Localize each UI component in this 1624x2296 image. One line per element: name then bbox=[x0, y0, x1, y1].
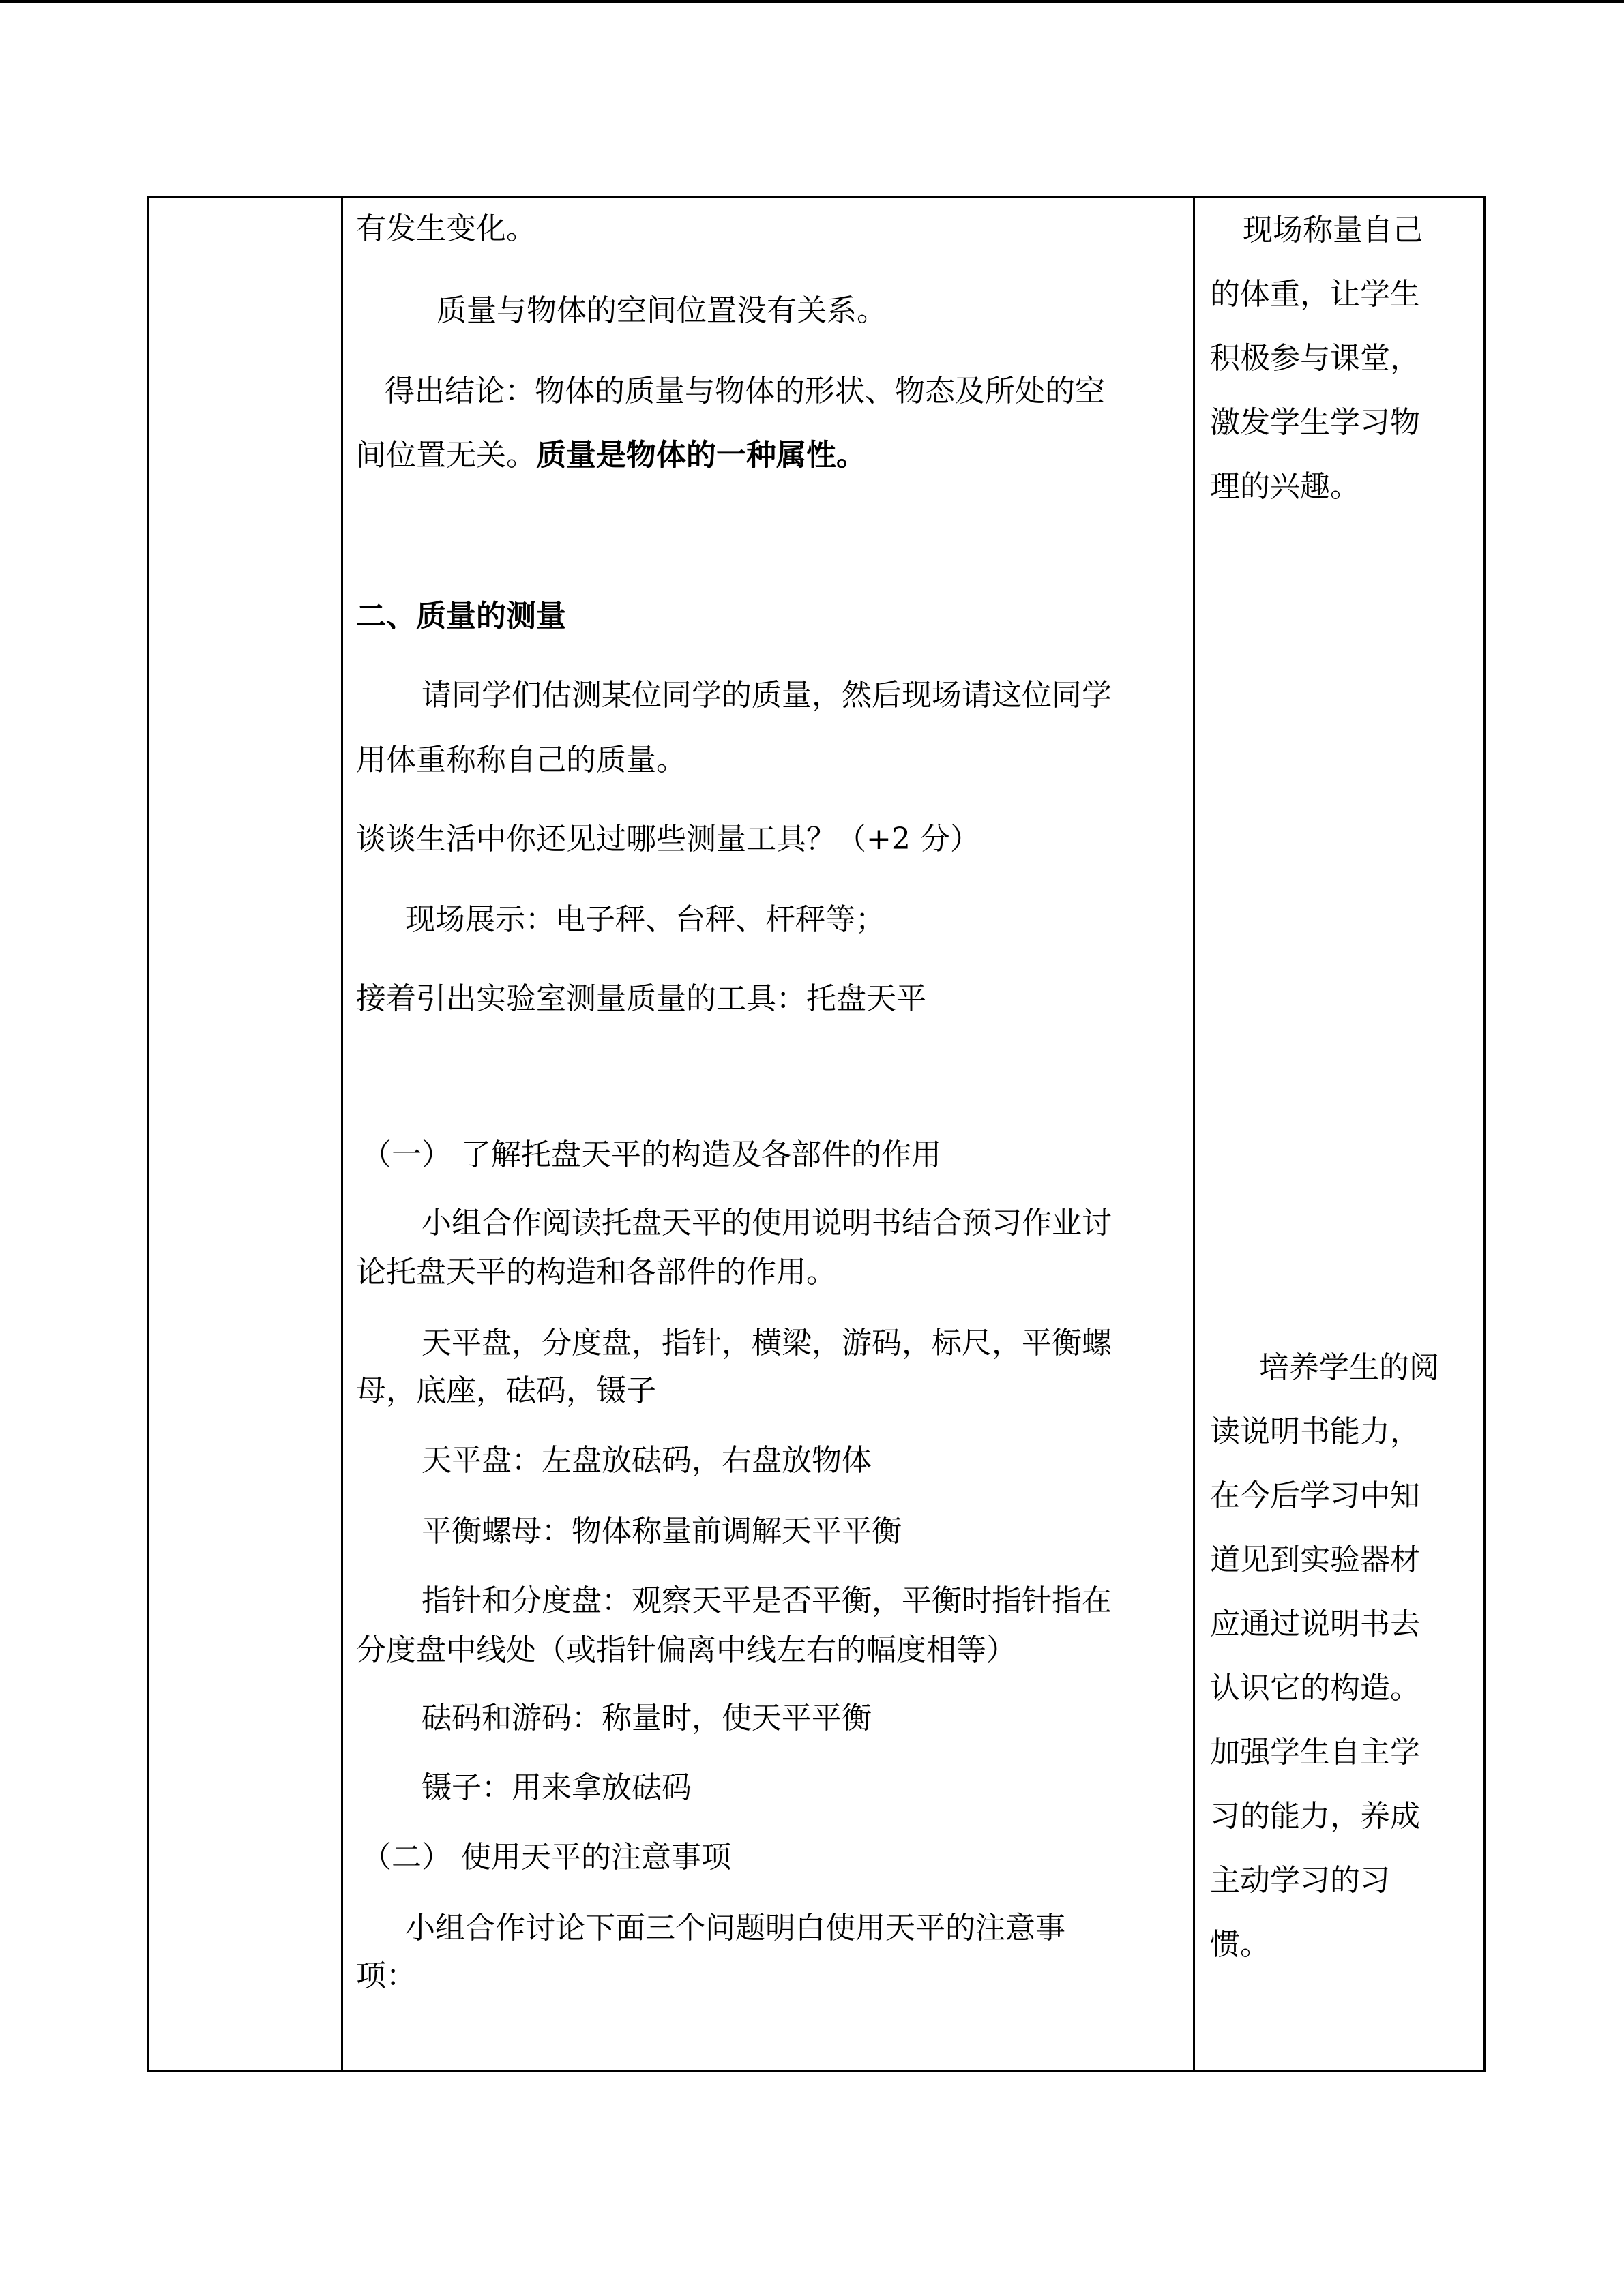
note-line: 应通过说明书去 bbox=[1210, 1607, 1420, 1641]
note-line: 培养学生的阅 bbox=[1259, 1350, 1439, 1385]
top-border bbox=[0, 0, 1624, 3]
main-text-line: 论托盘天平的构造和各部件的作用。 bbox=[356, 1255, 836, 1289]
main-text-line: 小组合作讨论下面三个问题明白使用天平的注意事 bbox=[405, 1911, 1065, 1945]
note-line: 加强学生自主学 bbox=[1210, 1735, 1420, 1770]
subsection-heading: （二） 使用天平的注意事项 bbox=[361, 1840, 731, 1875]
main-text-line: 母，底座，砝码，镊子 bbox=[356, 1373, 656, 1408]
main-text-line: 现场展示：电子秤、台秤、杆秤等； bbox=[405, 902, 885, 937]
section-heading: 二、质量的测量 bbox=[356, 599, 566, 633]
note-line: 在今后学习中知 bbox=[1210, 1478, 1420, 1513]
note-line: 习的能力，养成 bbox=[1210, 1799, 1420, 1834]
main-text-line: 用体重称称自己的质量。 bbox=[356, 743, 686, 777]
note-line: 理的兴趣。 bbox=[1210, 469, 1360, 504]
note-line: 认识它的构造。 bbox=[1210, 1671, 1420, 1705]
note-line: 激发学生学习物 bbox=[1210, 405, 1420, 440]
main-text-line: 指针和分度盘：观察天平是否平衡，平衡时指针指在 bbox=[422, 1583, 1112, 1618]
conclusion-bold: 质量是物体的一种属性。 bbox=[536, 438, 866, 473]
note-line: 的体重，让学生 bbox=[1210, 277, 1420, 312]
main-text-line: 质量与物体的空间位置没有关系。 bbox=[437, 293, 887, 328]
column-divider bbox=[341, 198, 343, 2070]
main-text-line: 分度盘中线处（或指针偏离中线左右的幅度相等） bbox=[356, 1632, 1016, 1667]
main-text-line: 谈谈生活中你还见过哪些测量工具？（+2 分） bbox=[356, 822, 980, 856]
note-line: 道见到实验器材 bbox=[1210, 1542, 1420, 1577]
main-text-line: 天平盘，分度盘，指针，横梁，游码，标尺，平衡螺 bbox=[422, 1326, 1112, 1360]
note-line: 积极参与课堂， bbox=[1210, 341, 1420, 376]
subsection-heading: （一） 了解托盘天平的构造及各部件的作用 bbox=[361, 1137, 941, 1172]
note-line: 惯。 bbox=[1210, 1927, 1270, 1962]
main-text-line: 砝码和游码：称量时，使天平平衡 bbox=[422, 1701, 872, 1735]
main-text-line: 得出结论：物体的质量与物体的形状、物态及所处的空 bbox=[385, 374, 1105, 408]
main-text-line: 有发生变化。 bbox=[356, 211, 536, 246]
main-text-line: 平衡螺母：物体称量前调解天平平衡 bbox=[422, 1514, 902, 1549]
conclusion-text: 间位置无关。 bbox=[356, 438, 536, 473]
main-text-line: 小组合作阅读托盘天平的使用说明书结合预习作业讨 bbox=[422, 1206, 1112, 1240]
note-line: 读说明书能力， bbox=[1210, 1414, 1420, 1449]
main-text-line bbox=[356, 435, 866, 476]
note-line: 主动学习的习 bbox=[1210, 1863, 1390, 1898]
main-text-line: 请同学们估测某位同学的质量，然后现场请这位同学 bbox=[422, 678, 1112, 713]
note-line: 现场称量自己 bbox=[1243, 213, 1423, 248]
column-divider bbox=[1193, 198, 1195, 2070]
main-text-line: 接着引出实验室测量质量的工具：托盘天平 bbox=[356, 981, 926, 1016]
main-text-line: 项： bbox=[356, 1958, 416, 1993]
main-text-line: 镊子：用来拿放砝码 bbox=[422, 1770, 692, 1805]
main-text-line: 天平盘：左盘放砝码，右盘放物体 bbox=[422, 1443, 872, 1478]
